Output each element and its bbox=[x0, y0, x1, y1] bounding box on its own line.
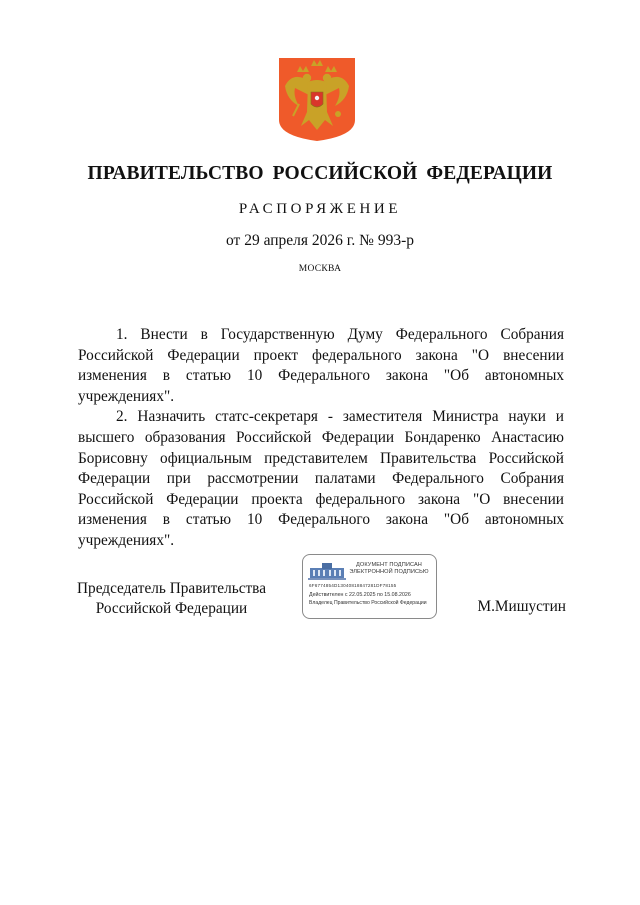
stamp-title-line-1: ДОКУМЕНТ ПОДПИСАН bbox=[356, 562, 422, 568]
document-type: РАСПОРЯЖЕНИЕ bbox=[238, 201, 402, 217]
coat-of-arms-emblem bbox=[277, 56, 357, 142]
certificate-number: 6F6774854D13040818847281DF78155 bbox=[309, 583, 397, 588]
position-line-1: Председатель Правительства bbox=[77, 580, 266, 597]
government-building-icon bbox=[308, 562, 346, 580]
signatory-name: М.Мишустин bbox=[477, 598, 566, 615]
paragraph-2: 2. Назначить статс-секретаря - заместителя Министра науки и высшего образования Российской Федерации Бондаренко Анастасию Борисовну официальным представителем Правительства Российской Федерации при рассмотрении палатами Федерального Собрания Российской Федерации проекта федерального закона "О внесении изменения в статью 10 Федерального закона "Об автономных учреждениях". bbox=[78, 408, 564, 549]
stamp-title bbox=[343, 562, 435, 576]
certificate-validity: Действителен с 22.05.2025 по 15.08.2026 bbox=[309, 592, 411, 598]
electronic-signature-stamp bbox=[302, 554, 437, 619]
signatory-position bbox=[70, 579, 273, 618]
document-city: МОСКВА bbox=[298, 264, 342, 274]
paragraph-1: 1. Внести в Государственную Думу Федерального Собрания Российской Федерации проект федерального закона "О внесении изменения в статью 10 Федерального закона "Об автономных учреждениях". bbox=[78, 326, 564, 405]
document-body bbox=[78, 325, 564, 552]
government-title: ПРАВИТЕЛЬСТВО РОССИЙСКОЙ ФЕДЕРАЦИИ bbox=[87, 163, 553, 184]
document-date-number: от 29 апреля 2026 г. № 993-р bbox=[226, 232, 414, 249]
position-line-2: Российской Федерации bbox=[95, 599, 248, 617]
stamp-title-line-2: ЭЛЕКТРОННОЙ ПОДПИСЬЮ bbox=[349, 569, 429, 575]
certificate-owner: Владелец Правительство Российской Федерации bbox=[309, 600, 427, 606]
